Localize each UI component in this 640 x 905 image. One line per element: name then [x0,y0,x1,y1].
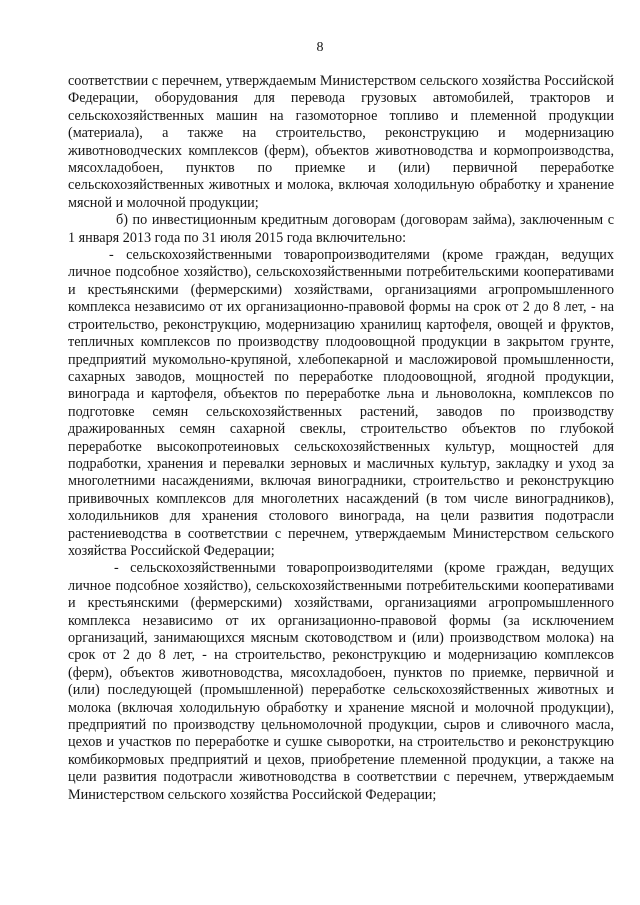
page-number: 8 [316,40,324,55]
paragraph-dash-livestock: - сельскохозяйственными товаропроизводителями (кроме граждан, ведущих личное подсобное хозяйство), сельскохозяйственными потребительскими кооперативами и крестьянскими (фермерскими) хозяйствами, организациями агропромышленного комплекса независимо от их организационно-правовой формы (за исключением организаций, занимающихся мясным скотоводством и (или) производством молока) на срок от 2 до 8 лет, - на строительство, реконструкцию и модернизацию комплексов (ферм), объектов животноводства, мясохладобоен, пунктов по приемке, первичной и (или) последующей (промышленной) переработке сельскохозяйственных животных и молока (включая холодильную обработку и хранение мясной и молочной продукции), предприятий по производству цельномолочной продукции, сыров и сливочного масла, цехов и участков по переработке и сушке сыворотки, на строительство и реконструкцию комбикормовых предприятий и цехов, приобретение племенной продукции, а также на цели развития подотрасли животноводства в соответствии с перечнем, утверждаемым Министерством сельского хозяйства Российской Федерации; [68,560,614,803]
paragraph-item-b: б) по инвестиционным кредитным договорам (договорам займа), заключенным с 1 января 2013 года по 31 июля 2015 года включительно: [68,212,614,246]
document-body [68,73,614,804]
paragraph-continuation: соответствии с перечнем, утверждаемым Министерством сельского хозяйства Российской Федерации, оборудования для перевода грузовых автомобилей, тракторов и сельскохозяйственных машин на газомоторное топливо и племенной продукции (материала), а также на строительство, реконструкцию и модернизацию животноводческих комплексов (ферм), объектов животноводства и кормопроизводства, мясохладобоен, пунктов по приемке и (или) первичной переработке сельскохозяйственных животных и молока, включая холодильную обработку и хранение мясной и молочной продукции; [68,73,614,211]
paragraph-dash-crop-production: - сельскохозяйственными товаропроизводителями (кроме граждан, ведущих личное подсобное хозяйство), сельскохозяйственными потребительскими кооперативами и крестьянскими (фермерскими) хозяйствами, организациями агропромышленного комплекса независимо от их организационно-правовой формы на срок от 2 до 8 лет, - на строительство, реконструкцию, модернизацию хранилищ картофеля, овощей и фруктов, тепличных комплексов по производству плодоовощной продукции в закрытом грунте, предприятий мукомольно-крупяной, хлебопекарной и масложировой промышленности, сахарных заводов, мощностей по переработке плодоовощной, ягодной продукции, винограда и картофеля, объектов по переработке льна и льноволокна, комплексов по подготовке семян сельскохозяйственных растений, заводов по производству дражированных семян сахарной свеклы, строительство объектов по глубокой переработке высокопротеиновых сельскохозяйственных культур, мощностей для подработки, хранения и перевалки зерновых и масличных культур, закладку и уход за многолетними насаждениями, включая виноградники, строительство и реконструкцию прививочных комплексов для многолетних насаждений (в том числе виноградников), холодильников для хранения столового винограда, на цели развития подотрасли растениеводства в соответствии с перечнем, утверждаемым Министерством сельского хозяйства Российской Федерации; [68,247,614,559]
